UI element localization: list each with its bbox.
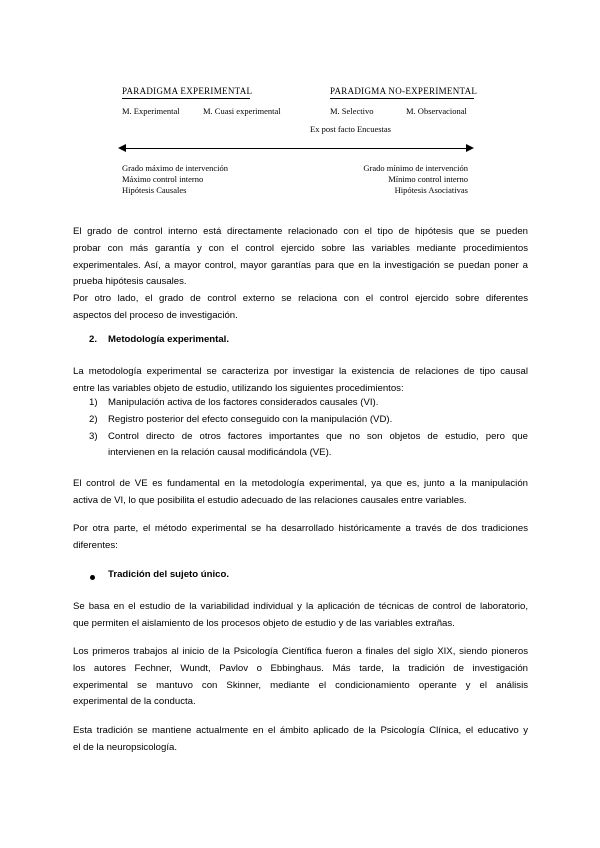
paragraph-single-subject: Se basa en el estudio de la variabilidad individual y la aplicación de técnicas de control de laboratorio, que permiten el aislamiento de los procesos objeto de estudio y de las variables extrañas. [73,601,528,629]
method-quasi-experimental: M. Cuasi experimental [203,106,281,116]
left-pole-intervention: Grado máximo de intervención [122,163,228,173]
right-pole-control: Mínimo control interno [388,174,468,184]
paragraph-traditions: Por otra parte, el método experimental se ha desarrollado históricamente a través de dos tradiciones diferentes: [73,523,528,551]
arrow-right-icon [466,144,474,152]
list-number: 1) [89,397,98,408]
list-item: Control directo de otros factores importantes que no son objetos de estudio, pero que [108,431,528,442]
paragraph-current-application: Esta tradición se mantiene actualmente en el ámbito aplicado de la Psicología Clínica, el educativo y el de la neuropsicología. [73,725,528,753]
paragraph-experimental-methodology: La metodología experimental se caracteriza por investigar la existencia de relaciones de tipo causal entre las variables objeto de estudio, utilizando los siguientes procedimientos: [73,366,528,394]
right-pole-intervention: Grado mínimo de intervención [363,163,468,173]
paragraph-internal-control: El grado de control interno está directamente relacionado con el tipo de hipótesis que se pueden probar con más garantía y con el control ejercido sobre las variables mediante procedimientos experimentales. Así, a mayor control, mayor garantías para que en la investigación se puedan poner a prueba hipótesis causales. Por otro lado, el grado de control externo se relaciona con el control ejercido sobre diferentes aspectos del proceso de investigación. [73,226,528,321]
method-experimental: M. Experimental [122,106,180,116]
left-pole-hypothesis: Hipótesis Causales [122,185,187,195]
section-number: 2. [89,334,98,345]
section-title: Metodología experimental. [108,334,230,345]
paragraph-history: Los primeros trabajos al inicio de la Psicología Científica fueron a finales del siglo XIX, siendo pioneros los autores Fechner, Wundt, Pavlov o Ebbinghaus. Más tarde, la tradición de investigación experimental se mantuvo con Skinner, mediante el condicionamiento operante y el análisis experimental de la conducta. [73,646,528,708]
list-number: 3) [89,431,98,442]
heading-experimental-paradigm: PARADIGMA EXPERIMENTAL [122,86,253,96]
bullet-title: Tradición del sujeto único. [108,569,230,580]
method-observational: M. Observacional [406,106,467,116]
bullet-icon [90,575,95,580]
left-pole-control: Máximo control interno [122,174,204,184]
continuum-arrow [122,148,470,149]
heading-underline [330,98,474,99]
list-item-continuation: intervienen en la relación causal modificándola (VE). [108,447,332,458]
list-number: 2) [89,414,98,425]
list-item: Registro posterior del efecto conseguido con la manipulación (VD). [108,414,393,425]
method-selective: M. Selectivo [330,106,374,116]
right-pole-hypothesis: Hipótesis Asociativas [394,185,468,195]
list-item: Manipulación activa de los factores considerados causales (VI). [108,397,379,408]
arrow-left-icon [118,144,126,152]
paragraph-ve-control: El control de VE es fundamental en la metodología experimental, ya que es, junto a la manipulación activa de VI, lo que posibilita el estudio adecuado de las relaciones causales entre variables. [73,478,528,506]
center-note: Ex post facto Encuestas [310,124,391,134]
heading-underline [122,98,250,99]
heading-non-experimental-paradigm: PARADIGMA NO-EXPERIMENTAL [330,86,478,96]
